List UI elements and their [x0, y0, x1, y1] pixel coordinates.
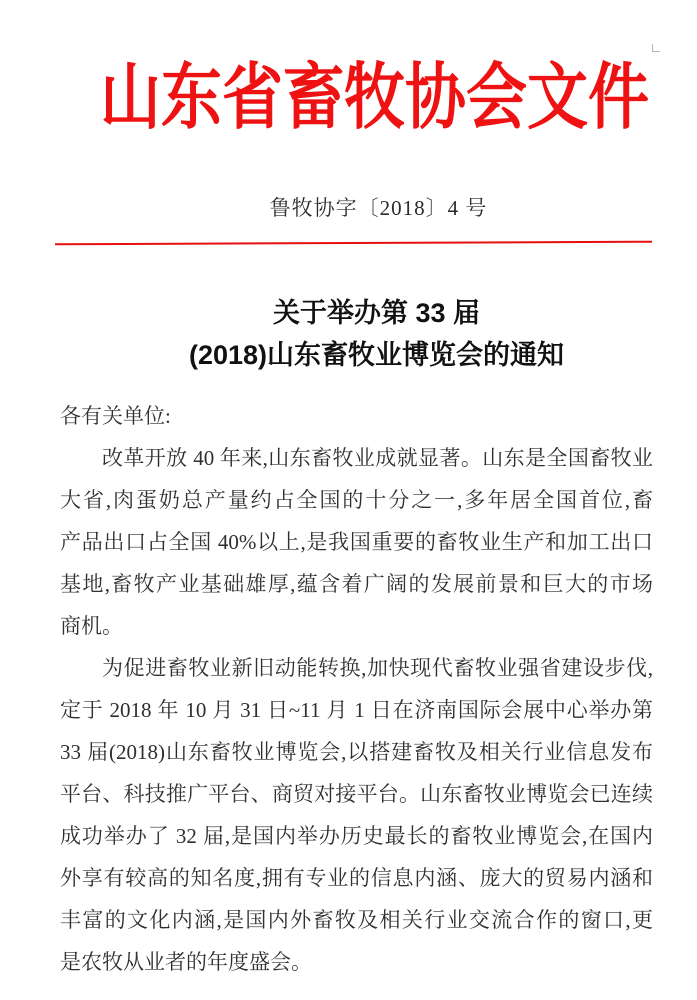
body-line: 商机。: [60, 614, 123, 638]
salutation: 各有关单位:: [60, 404, 171, 428]
document-number: 鲁牧协字〔2018〕4 号: [269, 196, 488, 220]
document-header-title: 山东省畜牧协会文件: [99, 59, 649, 139]
body-line: 平台、科技推广平台、商贸对接平台。山东畜牧业博览会已连续: [60, 782, 653, 806]
red-divider-line: [55, 241, 652, 246]
body-line: 定于 2018 年 10 月 31 日~11 月 1 日在济南国际会展中心举办第: [60, 698, 653, 722]
body-text: [60, 395, 653, 983]
body-line: 基地,畜牧产业基础雄厚,蕴含着广阔的发展前景和巨大的市场: [60, 572, 653, 596]
notice-title: [28, 292, 697, 376]
body-line: 丰富的文化内涵,是国内外畜牧及相关行业交流合作的窗口,更: [60, 908, 653, 932]
body-line: 外享有较高的知名度,拥有专业的信息内涵、庞大的贸易内涵和: [60, 866, 653, 890]
body-line: 是农牧从业者的年度盛会。: [60, 950, 312, 974]
body-paragraphs: [60, 437, 653, 983]
corner-crop-mark: [652, 44, 660, 52]
body-line: 为促进畜牧业新旧动能转换,加快现代畜牧业强省建设步伐,: [102, 656, 653, 680]
notice-title-line2: (2018)山东畜牧业博览会的通知: [188, 340, 565, 370]
body-line: 改革开放 40 年来,山东畜牧业成就显著。山东是全国畜牧业: [102, 446, 653, 470]
body-line: 成功举办了 32 届,是国内举办历史最长的畜牧业博览会,在国内: [60, 824, 653, 848]
notice-title-line1: 关于举办第 33 届: [272, 298, 481, 328]
body-line: 大省,肉蛋奶总产量约占全国的十分之一,多年居全国首位,畜: [60, 488, 653, 512]
body-line: 33 届(2018)山东畜牧业博览会,以搭建畜牧及相关行业信息发布: [60, 740, 653, 764]
body-line: 产品出口占全国 40%以上,是我国重要的畜牧业生产和加工出口: [60, 530, 653, 554]
